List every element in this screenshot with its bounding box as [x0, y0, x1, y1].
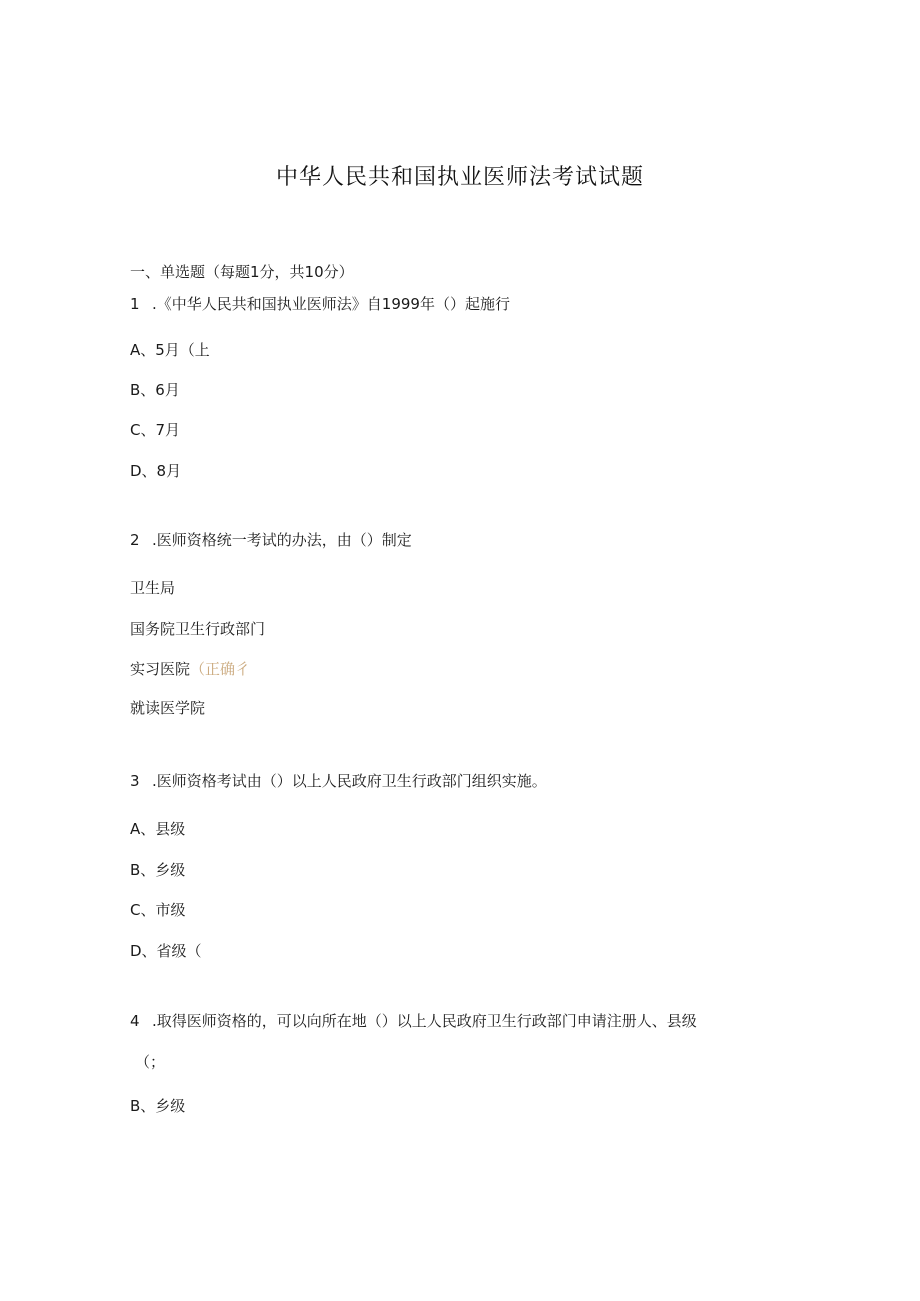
- option-q2-4: 就读医学院: [130, 699, 206, 717]
- question-number: 1: [130, 295, 140, 313]
- question-3: [130, 771, 547, 791]
- question-text: .取得医师资格的，可以向所在地（）以上人民政府卫生行政部门申请注册人、县级: [152, 1012, 697, 1030]
- question-1: [130, 294, 510, 314]
- question-number: 2: [130, 531, 140, 549]
- question-number: 4: [130, 1012, 140, 1030]
- section-heading: 一、单选题（每题1分，共10分）: [130, 263, 354, 281]
- option-q3-a: A、县级: [130, 820, 186, 838]
- option-text: 实习医院: [130, 660, 191, 678]
- question-text: .《中华人民共和国执业医师法》自1999年（）起施行: [152, 295, 510, 313]
- option-q1-b: B、6月: [130, 381, 180, 399]
- option-q2-3: [130, 659, 250, 679]
- question-2: [130, 530, 412, 550]
- question-text: .医师资格统一考试的办法，由（）制定: [152, 531, 412, 549]
- option-q2-2: 国务院卫生行政部门: [130, 620, 266, 638]
- document-title: 中华人民共和国执业医师法考试试题: [275, 165, 644, 190]
- option-q3-b: B、乡级: [130, 861, 186, 879]
- option-q2-1: 卫生局: [130, 579, 176, 597]
- option-q3-d: D、省级（: [130, 942, 202, 960]
- option-q1-a: A、5月（上: [130, 341, 210, 359]
- option-q3-c: C、市级: [130, 901, 186, 919]
- option-q4-b: B、乡级: [130, 1097, 186, 1115]
- question-4: [130, 1011, 697, 1031]
- option-q1-c: C、7月: [130, 421, 181, 439]
- answer-mark: （正确彳: [190, 660, 251, 678]
- option-q1-d: D、8月: [130, 462, 182, 480]
- question-text: .医师资格考试由（）以上人民政府卫生行政部门组织实施。: [152, 772, 547, 790]
- question-4-continuation: （；: [135, 1053, 166, 1071]
- question-number: 3: [130, 772, 140, 790]
